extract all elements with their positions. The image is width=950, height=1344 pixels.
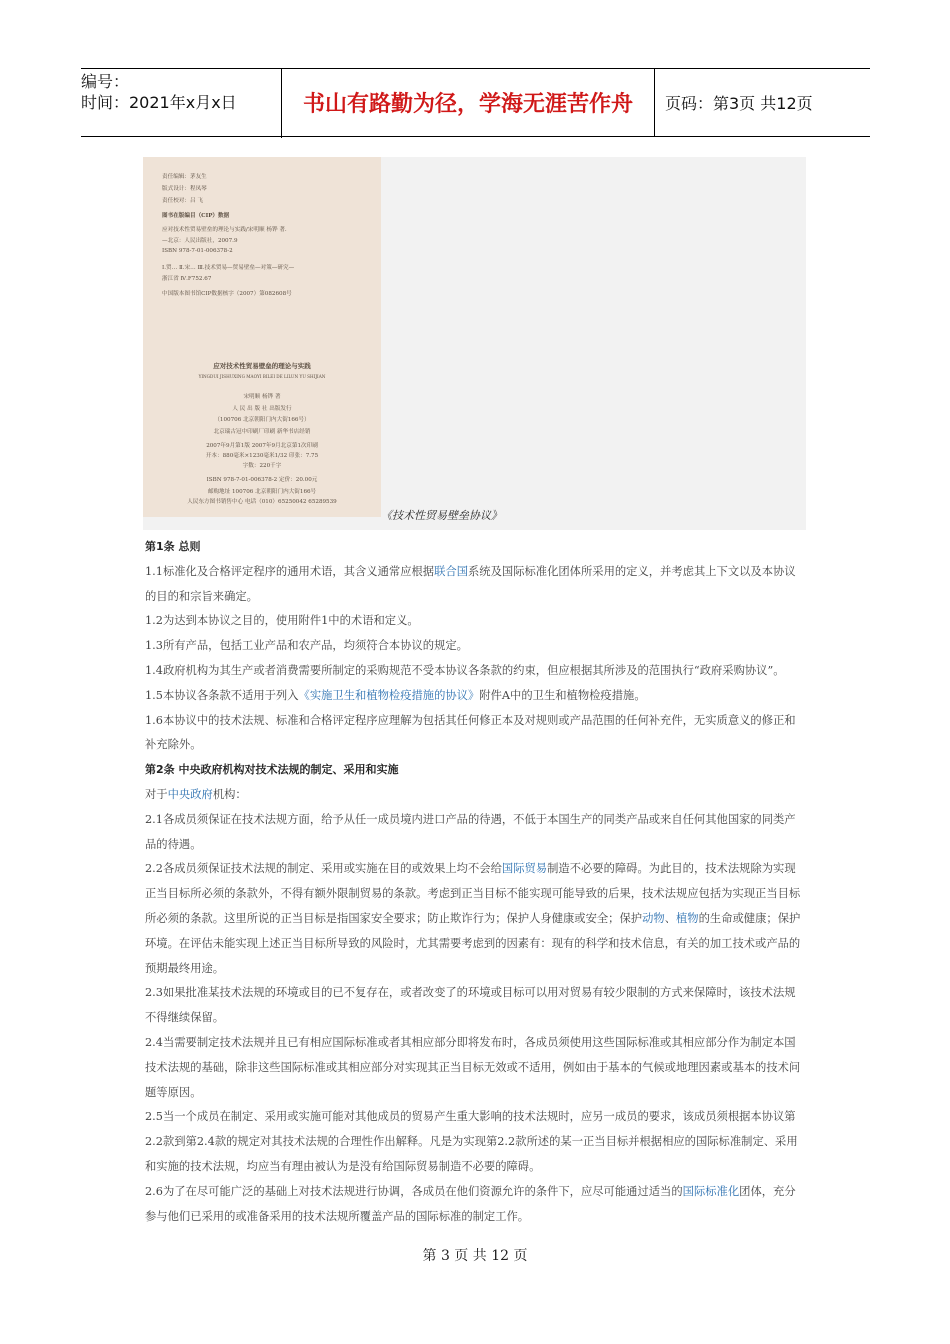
link-sps-agreement[interactable]: 《实施卫生和植物检疫措施的协议》	[298, 688, 480, 702]
paragraph-1-2: 1.2为达到本协议之目的，使用附件1中的术语和定义。	[145, 614, 419, 628]
figure-caption: 《技术性贸易壁垒协议》	[381, 509, 502, 522]
book-line: （100706 北京朝阳门内大街166号）	[214, 417, 310, 423]
book-line: 开本：880毫米×1230毫米1/32 印张：7.75	[205, 453, 319, 459]
page-footer: 第 3 页 共 12 页	[422, 1248, 528, 1264]
book-line: 人 民 出 版 社 出版发行	[232, 406, 292, 412]
link-international-trade[interactable]: 国际贸易	[501, 862, 548, 876]
book-line: ISBN 978-7-01-006378-2 定价：20.00元	[206, 477, 318, 483]
book-line: 责任校对：吕 飞	[162, 198, 203, 204]
book-line: 字数：220千字	[242, 463, 282, 469]
paragraph-2-1: 2.1各成员须保证在技术法规方面，给予从任一成员境内进口产品的待遇，不低于本国生产的同类产品或来自任何其他国家的同类产品的待遇。	[145, 812, 796, 851]
book-line: 应对技术性贸易壁垒的理论与实践/宋明顺 杨铧 著.	[162, 227, 287, 233]
book-line: 中国版本图书馆CIP数据核字（2007）第082608号	[162, 291, 292, 297]
paragraph-1-3: 1.3所有产品，包括工业产品和农产品，均须符合本协议的规定。	[145, 639, 468, 653]
book-line: Ⅰ.贸… Ⅱ.宋… Ⅲ.技术贸易—贸易壁垒—对策—研究—	[162, 265, 295, 271]
paragraph-1-5: 1.5本协议各条款不适用于列入《实施卫生和植物检疫措施的协议》附件A中的卫生和植物检疫措施。	[145, 688, 646, 702]
book-line: 责任编辑：茅友生	[162, 174, 207, 180]
book-line: 北京瑞古冠中印刷厂印刷 新华书店经销	[213, 429, 311, 435]
time-label: 时间：2021年x月x日	[81, 93, 237, 112]
paragraph-2-5: 2.5当一个成员在制定、采用或实施可能对其他成员的贸易产生重大影响的技术法规时，应另一成员的要求，该成员须根据本协议第2.2款到第2.4款的规定对其技术法规的合理性作出解释。凡是为实现第2.2款所述的某一正当目标并根据相应的国际标准制定、采用和实施的技术法规，均应当有理由被认为是没有给国际贸易制造不必要的障碍。	[145, 1110, 798, 1173]
paragraph-2-2: 2.2各成员须保证技术法规的制定、采用或实施在目的或效果上均不会给国际贸易制造不必要的障碍。为此目的，技术法规除为实现正当目标所必须的条款外，不得有额外限制贸易的条款。考虑到正当目标不能实现可能导致的后果，技术法规应包括为实现正当目标所必须的条款。这里所说的正当目标是指国家安全要求；防止欺诈行为；保护人身健康或安全；保护动物、植物的生命或健康；保护环境。在评估未能实现上述正当目标所导致的风险时，尤其需要考虑到的因素有：现有的科学和技术信息，有关的加工技术或产品的预期最终用途。	[145, 862, 801, 975]
link-central-government[interactable]: 中央政府	[167, 787, 213, 801]
book-line: ISBN 978-7-01-006378-2	[162, 248, 233, 254]
paragraph-1-1: 1.1标准化及合格评定程序的通用术语，其含义通常应根据联合国系统及国际标准化团体所采用的定义，并考虑其上下文以及本协议的目的和宗旨来确定。	[145, 564, 796, 603]
number-label: 编号：	[81, 72, 130, 91]
motto: 书山有路勤为径，学海无涯苦作舟	[282, 69, 655, 136]
book-line: 宋明顺 杨铧 著	[243, 394, 281, 400]
book-line: YINGDUI JISHUXING MAOYI BILEI DE LILUN YU SHIJIAN	[198, 374, 326, 379]
article-1-title: 第1条 总则	[145, 540, 201, 553]
paragraph-2-0: 对于中央政府机构：	[145, 787, 247, 801]
header-meta	[81, 69, 282, 138]
book-line: 应对技术性贸易壁垒的理论与实践	[213, 362, 311, 370]
link-plants[interactable]: 植物	[676, 911, 699, 925]
book-line: 图书在版编目（CIP）数据	[162, 213, 230, 219]
paragraph-2-6: 2.6为了在尽可能广泛的基础上对技术法规进行协调，各成员在他们资源允许的条件下，应尽可能通过适当的国际标准化团体，充分参与他们已采用的或准备采用的技术法规所覆盖产品的国际标准的制定工作。	[145, 1184, 796, 1223]
article-2-title: 第2条 中央政府机构对技术法规的制定、采用和实施	[145, 763, 399, 777]
paragraph-2-3: 2.3如果批准某技术法规的环境或目的已不复存在，或者改变了的环境或目标可以用对贸易有较少限制的方式来保障时，该技术法规不得继续保留。	[145, 986, 796, 1025]
book-line: —北京：人民出版社，2007.9	[162, 238, 238, 244]
book-line: 邮购地址 100706 北京朝阳门内大街166号	[207, 489, 317, 495]
link-international-standardization[interactable]: 国际标准化	[682, 1184, 740, 1198]
link-united-nations[interactable]: 联合国	[434, 564, 468, 578]
document-body	[145, 535, 805, 1229]
book-copyright-figure	[143, 157, 806, 530]
paragraph-1-6: 1.6本协议中的技术法规、标准和合格评定程序应理解为包括其任何修正本及对规则或产品范围的任何补充件，无实质意义的修正和补充除外。	[145, 713, 796, 752]
link-animals[interactable]: 动物	[642, 911, 665, 925]
book-copyright-page-image	[143, 157, 381, 517]
paragraph-2-4: 2.4当需要制定技术法规并且已有相应国际标准或者其相应部分即将发布时，各成员须使用这些国际标准或其相应部分作为制定本国技术法规的基础，除非这些国际标准或其相应部分对实现其正当目标无效或不适用，例如由于基本的气候或地理因素或基本的技术问题等原因。	[145, 1035, 801, 1099]
paragraph-1-4: 1.4政府机构为其生产或者消费需要所制定的采购规范不受本协议各条款的约束，但应根据其所涉及的范围执行“政府采购协议”。	[145, 663, 785, 677]
page-header	[81, 68, 870, 137]
book-line: 浙江省 Ⅳ.F752.67	[162, 276, 212, 282]
book-line: 人民东方图书销售中心 电话（010）65250042 65289539	[187, 499, 337, 505]
book-line: 2007年9月第1版 2007年9月北京第1次印刷	[206, 443, 318, 449]
book-line: 版式设计：程凤琴	[162, 186, 207, 192]
page-indicator: 页码：第3页 共12页	[665, 94, 813, 113]
